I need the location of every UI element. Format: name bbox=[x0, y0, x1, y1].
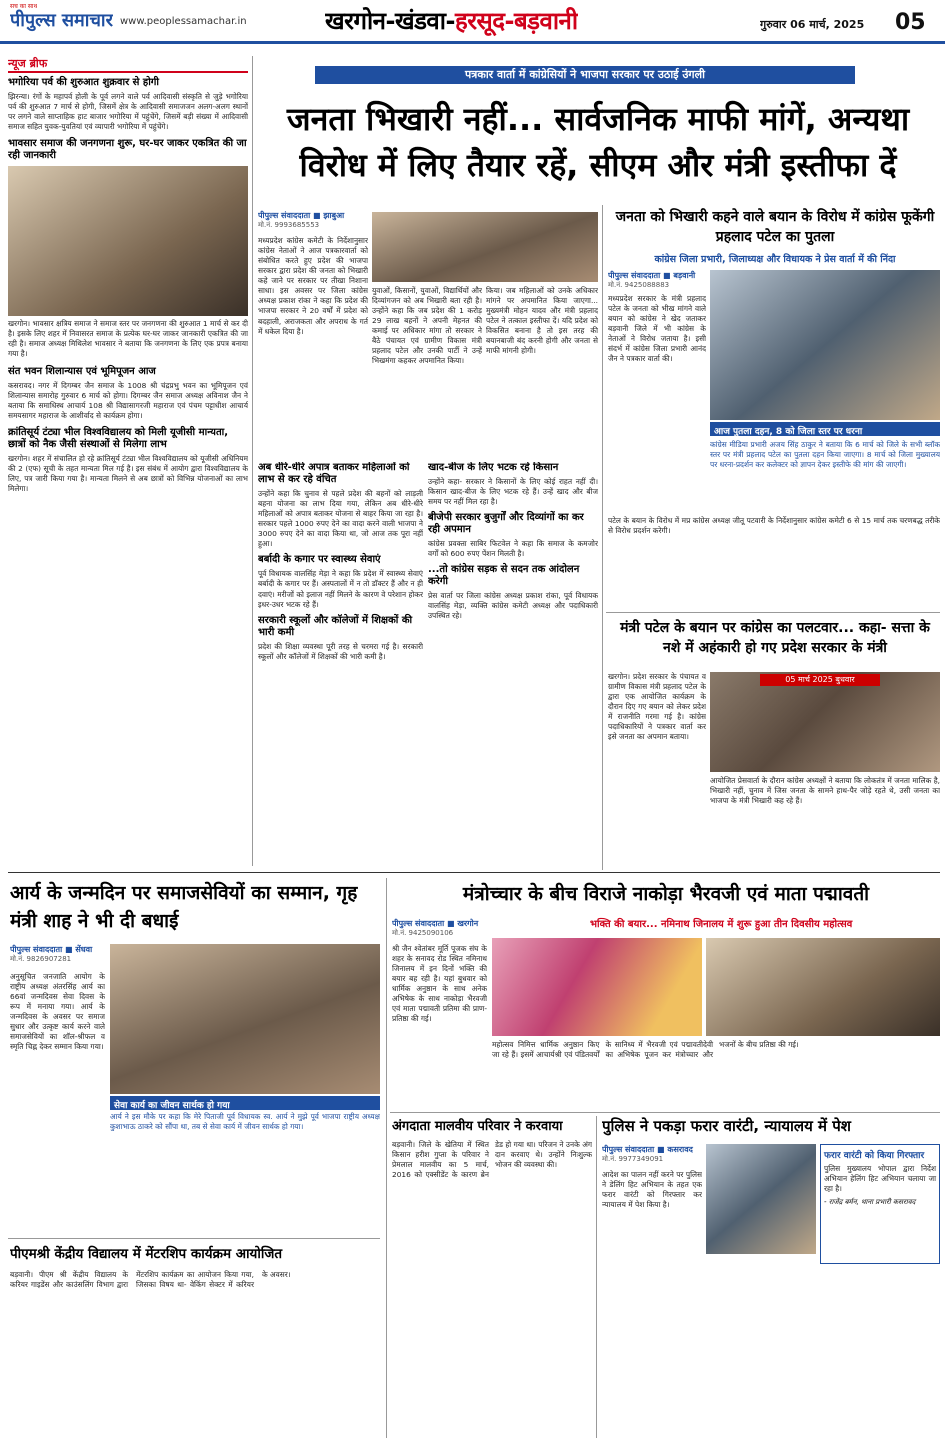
temple-headline: मंत्रोच्चार के बीच विराजे नाकोड़ा भैरवजी एवं माता पद्मावती bbox=[462, 883, 870, 905]
lead-body-3: किया। जब महिलाओं को उनके अधिकार मांगने पर अपमानित किया जाएगा... मुख्यमंत्री मोहन यादव और मंत्री प्रहलाद पटेल ने तत्काल इस्तीफा दें। यदि प्रदेश को विकसित बनाना है तो इस तरह की बयानबाजी बंद करनी होगी और जनता से माफी मांगनी होगी। bbox=[486, 286, 598, 356]
effigy-mobile: मो.नं. 9425088883 bbox=[608, 281, 670, 289]
reaction-photo bbox=[710, 672, 940, 772]
brief-3-headline: संत भवन शिलान्यास एवं भूमिपूजन आज bbox=[8, 365, 156, 377]
lead-sub-1: अब धीरे-धीरे अपात्र बताकर महिलाओं को लाभ से कर रहे वंचित bbox=[258, 462, 410, 485]
effigy-col-1 bbox=[608, 270, 706, 510]
lead-sub-6: ...तो कांग्रेस सड़क से सदन तक आंदोलन करेगी bbox=[428, 564, 580, 588]
effigy-caption: आज पुतला दहन, 8 को जिला स्तर पर धरना bbox=[710, 422, 940, 436]
reaction-photo-banner: 05 मार्च 2025 बुधवार bbox=[760, 674, 880, 686]
lead-mobile: मो.नं. 9993685553 bbox=[258, 221, 320, 229]
lead-sub-1-body: उन्होंने कहा कि चुनाव से पहले प्रदेश की बहनों को लाड़ली बहना योजना का लाभ दिया गया, लेकिन अब धीरे-धीरे महिलाओं को अपात्र बताकर योजना से बाहर किया जा रहा है। सरकार पहले 1000 रुपए देने का वादा करने वाली भाजपा ने 3000 रुपए देने का वादा किया था, जो आज तक पूरा नहीं हुआ। bbox=[258, 489, 423, 549]
samaj-mobile: मो.नं. 9826907281 bbox=[10, 955, 72, 963]
column-divider bbox=[252, 56, 253, 866]
police-headline: पुलिस ने पकड़ा फरार वारंटी, न्यायालय में पेश bbox=[602, 1117, 851, 1135]
samaj-caption-body: आर्य ने इस मौके पर कहा कि मेरे पिताजी पूर्व विधायक स्व. आर्य ने मुझे पूर्व भाजपा राष्ट्रीय अध्यक्ष कुशाभाऊ ठाकरे को सौंपा था, तब से सेवा कार्य में जीवन सार्थक हो गया। bbox=[110, 1112, 380, 1132]
lead-sub-3-body: प्रदेश की शिक्षा व्यवस्था पूरी तरह से चरमरा गई है। सरकारी स्कूलों और कॉलेजों में शिक्षकों की भारी कमी है। bbox=[258, 641, 423, 661]
reaction-headline: मंत्री पटेल के बयान पर कांग्रेस का पलटवार... कहा- सत्ता के नशे में अहंकारी हो गए प्रदेश सरकार के मंत्री bbox=[620, 620, 930, 657]
temple-photo-2 bbox=[706, 938, 940, 1036]
temple-photo-1 bbox=[492, 938, 702, 1036]
lead-col-left-subsections bbox=[258, 462, 423, 867]
samaj-photo bbox=[110, 944, 380, 1094]
lead-sub-5-body: कांग्रेस प्रवक्ता साबिर फिटवेल ने कहा कि समाज के कमजोर वर्गों को 600 रुपए पेंशन मिलती है। bbox=[428, 539, 598, 559]
lead-sub-5: बीजेपी सरकार बुजुर्गों और दिव्यांगों का कर रही अपमान bbox=[428, 512, 584, 536]
police-box-body: पुलिस मुख्यालय भोपाल द्वारा निर्देश अभियान हेलिंग हिट अभियान चलाया जा रहा है। bbox=[824, 1164, 936, 1194]
section-divider bbox=[8, 1238, 380, 1239]
lead-sub-4-body: उन्होंने कहा- सरकार ने किसानों के लिए कोई राहत नहीं दी। किसान खाद-बीज के लिए भटक रहे हैं। उन्हें खाद और बीज समय पर नहीं मिल रहा है। bbox=[428, 477, 598, 507]
temple-byline-block bbox=[392, 918, 512, 940]
masthead bbox=[0, 0, 945, 44]
samaj-headline: आर्य के जन्मदिन पर समाजसेवियों का सम्मान, गृह मंत्री शाह ने भी दी बधाई bbox=[10, 882, 358, 932]
police-mobile: मो.नं. 9977349091 bbox=[602, 1155, 664, 1163]
wedding-headline: अंगदाता मालवीय परिवार ने करवाया bbox=[392, 1119, 563, 1134]
lead-body: मध्यप्रदेश कांग्रेस कमेटी के निर्देशानुसार कांग्रेस नेताओं ने आज पत्रकारवार्ता को संबोधित करते हुए प्रदेश की भाजपा सरकार द्वारा प्रदेश की जनता को भिखारी कहे जाने पर सरकार पर तीखा निशाना साधा। इस अवसर पर जिला कांग्रेस अध्यक्ष प्रकाश रांका ने कहा कि प्रदेश की भाजपा सरकार ने 20 वर्षों में प्रदेश को बदहाली, अराजकता और अपराध के गर्त में धकेल दिया है। bbox=[258, 236, 368, 336]
police-box-credit: - राजेंद्र बर्मन, थाना प्रभारी कसरावद bbox=[824, 1198, 916, 1207]
temple-kicker: भक्ति की बयार... नमिनाथ जिनालय में शुरू हुआ तीन दिवसीय महोत्सव bbox=[590, 919, 853, 930]
brief-3-body: कसरावद। नगर में दिगम्बर जैन समाज के 1008 श्री चंद्रप्रभु भवन का भूमिपूजन एवं शिलान्यास समारोह गुरुवार 6 मार्च को होगा। दिगम्बर जैन समाज अध्यक्ष अविनाश जैन ने बताया कि समाधिस्थ आचार्य 108 श्री विद्यासागरजी महाराज एवं पंचम पट्टाधीश आचार्य समयसागर महाराज के आशीर्वाद से कार्यक्रम होगा। bbox=[8, 380, 248, 420]
lead-byline: पीपुल्स संवाददाता ■ झाबुआ bbox=[258, 211, 345, 220]
brief-2-body: खरगोन। भावसार क्षत्रिय समाज ने समाज स्तर पर जनगणना की शुरुआत 1 मार्च से कर दी है। इसके लिए शहर में निवासरत समाज के प्रत्येक घर-घर जाकर जानकारी एकत्रित की जा रही है। समाज अध्यक्ष मिथिलेश भावसार ने बताया कि जनगणना के लिए एक प्रपत्र बनाया गया है। bbox=[8, 319, 248, 359]
mentorship-body: बड़वानी। पीएम श्री केंद्रीय विद्यालय के करियर गाइडेंस और काउंसलिंग विभाग द्वारा मेंटरशिप कार्यक्रम का आयोजन किया गया, जिसका विषय था- वेकिंग सेक्टर में करियर के अवसर। bbox=[10, 1270, 291, 1290]
brief-1-body: झिरन्या। रंगों के महापर्व होली के पूर्व लगने वाले पर्व आदिवासी संस्कृति से जुड़े भगोरिया पर्व की शुरुआत 7 मार्च से होगी, जिसमें क्षेत्र के आदिवासी समाजजन अलग-अलग स्थानों पर लगने वाले साप्ताहिक हाट बाजार भगोरिया में पहुंचेंगे, जिसमें बड़ी संख्या में आदिवासी समाज सहित युवक-युवतियां एवं व्यापारी भगोरिया में पहुंचेंगे। bbox=[8, 92, 248, 132]
police-body: आदेश का पालन नहीं करने पर पुलिस ने डेलिंग हिट अभियान के तहत एक फरार वारंटी को गिरफ्तार कर न्यायालय में पेश किया है। bbox=[602, 1170, 702, 1210]
wedding-body: बड़वानी। जिले के खेतिया में स्थित किसान हरीश गुप्ता के परिवार ने प्रेमलाल मालवीय का 5 मार्च, 2016 को एक्सीडेंट के कारण ब्रेन डेड हो गया था। परिजन ने उनके अंग दान करवाए थे। उन्होंने निःशुल्क भोजन की व्यवस्था की। bbox=[392, 1140, 592, 1180]
effigy-photo bbox=[710, 270, 940, 420]
issue-date: गुरुवार 06 मार्च, 2025 bbox=[760, 18, 865, 31]
effigy-subhead: कांग्रेस जिला प्रभारी, जिलाध्यक्ष और विधायक ने प्रेस वार्ता में की निंदा bbox=[654, 254, 896, 265]
effigy-caption-body: कांग्रेस मीडिया प्रभारी अजय सिंह ठाकुर ने बताया कि 6 मार्च को जिले के सभी ब्लॉक स्तर पर मंत्री प्रहलाद पटेल का पुतला दहन किया जाएगा। 8 मार्च को जिला मुख्यालय पर धरना-प्रदर्शन कर कलेक्टर को ज्ञापन देकर इस्तीफे की मांग की जाएगी। bbox=[710, 440, 940, 470]
samaj-caption: सेवा कार्य का जीवन सार्थक हो गया bbox=[110, 1096, 380, 1110]
police-byline: पीपुल्स संवाददाता ■ कसरावद bbox=[602, 1145, 693, 1154]
police-box-title: फरार वारंटी को किया गिरफ्तार bbox=[824, 1151, 925, 1161]
page-number: 05 bbox=[895, 10, 926, 35]
page-divider bbox=[8, 872, 940, 873]
column-divider bbox=[602, 205, 603, 870]
temple-byline: पीपुल्स संवाददाता ■ खरगोन bbox=[392, 919, 479, 928]
brand-tagline: सच का साथ bbox=[10, 3, 38, 10]
lead-sub-2: बर्बादी के कगार पर स्वास्थ्य सेवाएं bbox=[258, 554, 381, 566]
lead-sub-6-body: प्रेस वार्ता पर जिला कांग्रेस अध्यक्ष प्रकाश रांका, पूर्व विधायक वालसिंह मेड़ा, व्यक्ति कांग्रेस कमेटी अध्यक्ष और पदाधिकारी उपस्थित रहे। bbox=[428, 591, 598, 621]
police-photo bbox=[706, 1144, 816, 1254]
lead-kicker: पत्रकार वार्ता में कांग्रेसियों ने भाजपा सरकार पर उठाई उंगली bbox=[315, 66, 855, 84]
lead-sub-4: खाद-बीज के लिए भटक रहे किसान bbox=[428, 462, 559, 473]
police-box bbox=[820, 1144, 940, 1264]
effigy-body-2: पटेल के बयान के विरोध में मप्र कांग्रेस अध्यक्ष जीतू पटवारी के निर्देशानुसार कांग्रेस कमेटी 6 से 15 मार्च तक चरणबद्ध तरीके से विरोध प्रदर्शन करेगी। bbox=[608, 516, 940, 536]
news-brief-column bbox=[8, 56, 248, 876]
temple-mobile: मो.नं. 9425090106 bbox=[392, 929, 454, 937]
column-divider bbox=[386, 878, 387, 1438]
samaj-byline: पीपुल्स संवाददाता ■ सेंधवा bbox=[10, 945, 93, 954]
section-divider bbox=[606, 612, 940, 613]
effigy-body: मध्यप्रदेश सरकार के मंत्री प्रहलाद पटेल के जनता को भीख मांगने वाले बयान को कांग्रेस ने खेद जताकर बड़वानी जिले में भी कांग्रेस के नेताओं ने विरोध जताया है। इसी संदर्भ में कांग्रेस जिला प्रभारी आनंद जैन ने पत्रकार वार्ता की। bbox=[608, 294, 706, 364]
edition-title: खरगोन-खंडवा-हरसूद-बड़वानी bbox=[325, 7, 578, 35]
mentorship-headline: पीएमश्री केंद्रीय विद्यालय में मेंटरशिप कार्यक्रम आयोजित bbox=[10, 1246, 283, 1262]
lead-sub-2-body: पूर्व विधायक वालसिंह मेड़ा ने कहा कि प्रदेश में स्वास्थ्य सेवाएं बर्बादी के कगार पर हैं। अस्पतालों में न तो डॉक्टर हैं और न ही दवाएं। मरीजों को इलाज नहीं मिलने के कारण वे परेशान होकर इधर-उधर भटक रहे हैं। bbox=[258, 569, 423, 609]
lead-col-right-subsections bbox=[428, 462, 598, 867]
brief-4-headline: क्रांतिसूर्य टंट्या भील विश्वविद्यालय को मिली यूजीसी मान्यता, छात्रों को नैक जैसी संस्थाओं से मिलेगा लाभ bbox=[8, 426, 229, 450]
section-divider bbox=[390, 1112, 940, 1113]
brief-2-photo bbox=[8, 166, 248, 316]
temple-body-2: महोत्सव निमित्त धार्मिक अनुष्ठान किए जा रहे हैं। इसमें आचार्यश्री एवं पंडितवर्यों के सानिध्य में भैरवजी एवं पद्मावतीदेवी का अभिषेक पूजन कर मंत्रोच्चार और भजनों के बीच प्रतिष्ठा की गई। bbox=[492, 1040, 799, 1060]
samaj-body: अनुसूचित जनजाति आयोग के राष्ट्रीय अध्यक्ष अंतरसिंह आर्य का 66वां जन्मदिवस सेवा दिवस के रूप में मनाया गया। आर्य के जन्मदिवस के अवसर पर समाज सुधार और उत्कृष्ट कार्य करने वाले समाजसेवियों का शॉल-श्रीफल व स्मृति चिह्न देकर सम्मान किया गया। bbox=[10, 972, 105, 1052]
brief-4-body: खरगोन। शहर में संचालित हो रहे क्रांतिसूर्य टंट्या भील विश्वविद्यालय को यूजीसी अधिनियम की 2 (एफ) सूची के तहत मान्यता मिल गई है। इस संबंध में आयोग द्वारा विश्वविद्यालय के लिए, पत्र जारी किया गया है। मान्यता मिलने से अब छात्रों को विभिन्न योजनाओं का लाभ मिलेगा। bbox=[8, 453, 248, 493]
column-divider bbox=[596, 1116, 597, 1438]
news-brief-label: न्यूज ब्रीफ bbox=[8, 56, 248, 73]
reaction-body: खरगोन। प्रदेश सरकार के पंचायत व ग्रामीण विकास मंत्री प्रहलाद पटेल के द्वारा एक आयोजित कार्यक्रम के दौरान दिए गए बयान को लेकर प्रदेश में राजनीति गरमा गई है। कांग्रेस पदाधिकारियों ने पत्रकार वार्ता कर इसे जनता का अपमान बताया। bbox=[608, 672, 706, 742]
temple-body: श्री जैन श्वेतांबर मूर्ति पूजक संघ के शहर के सनावद रोड स्थित नमिनाथ जिनालय में इन दिनों भक्ति की बयार बह रही है। यहां बुधवार को धार्मिक अनुष्ठान के साथ अनेक अभिषेक के साथ नाकोड़ा भैरवजी एवं माता पद्मावती प्रतिमा की प्राण-प्रतिष्ठा की गई। bbox=[392, 944, 487, 1024]
brand-logo[interactable]: पीपुल्स समाचार bbox=[10, 10, 113, 31]
press-conference-photo bbox=[372, 212, 598, 282]
lead-headline: जनता भिखारी नहीं... सार्वजनिक माफी मांगें, अन्यथा विरोध में लिए तैयार रहें, सीएम और मंत्री इस्तीफा दें bbox=[286, 100, 910, 185]
effigy-byline: पीपुल्स संवाददाता ■ बड़वानी bbox=[608, 271, 696, 280]
reaction-body-2: आयोजित प्रेसवार्ता के दौरान कांग्रेस अध्यक्षों ने बताया कि लोकतंत्र में जनता मालिक है, भिखारी नहीं, चुनाव में जिस जनता के सामने हाथ-पैर जोड़े रहते थे, उसी जनता का भाजपा के मंत्री भिखारी कह रहे हैं। bbox=[710, 776, 940, 806]
effigy-headline: जनता को भिखारी कहने वाले बयान के विरोध में कांग्रेस फूकेंगी प्रहलाद पटेल का पुतला bbox=[615, 209, 935, 245]
website-url[interactable]: www.peoplessamachar.in bbox=[120, 16, 247, 27]
brief-1-headline: भगोरिया पर्व की शुरुआत शुक्रवार से होगी bbox=[8, 77, 160, 88]
lead-sub-3: सरकारी स्कूलों और कॉलेजों में शिक्षकों की भारी कमी bbox=[258, 614, 413, 638]
lead-body-2: युवाओं, किसानों, युवाओं, विद्यार्थियों और दिव्यांगजन को अब भिखारी बता रही है। उन्होंने कहा कि जब प्रदेश की 1 करोड़ 29 लाख बहनों ने अपनी मेहनत की कमाई पर अधिकार मांगा तो सरकार ने बैठे पंचायत एवं ग्रामीण विकास मंत्री प्रहलाद पटेल और उनकी पार्टी ने उन्हें भिखमंगा कहकर अपमानित किया। bbox=[372, 286, 482, 366]
brief-2-headline: भावसार समाज की जनगणना शुरू, घर-घर जाकर एकत्रित की जा रही जानकारी bbox=[8, 138, 247, 162]
